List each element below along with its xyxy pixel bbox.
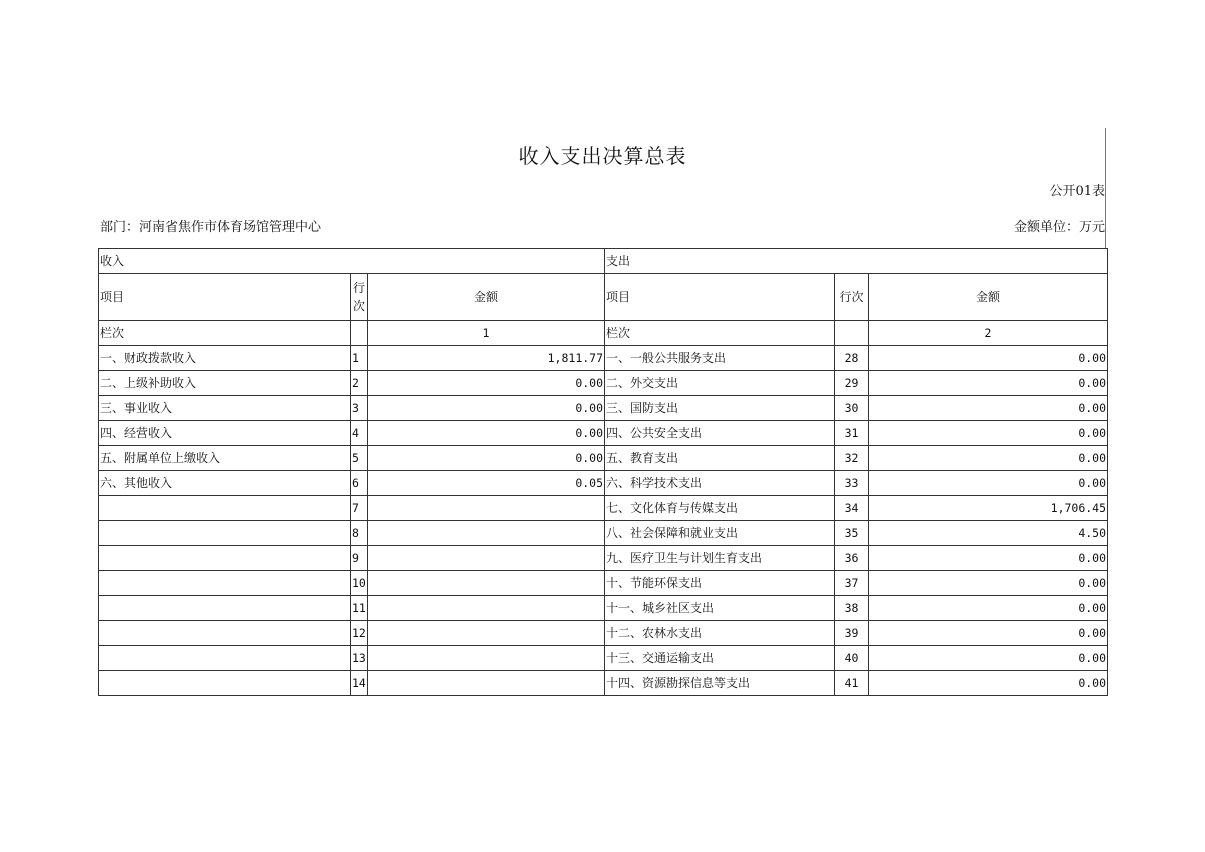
income-line-cell: 3 bbox=[351, 396, 368, 421]
income-amount-cell bbox=[368, 621, 605, 646]
expense-line-cell: 30 bbox=[835, 396, 869, 421]
income-index-number: 1 bbox=[368, 321, 605, 346]
income-amount-cell bbox=[368, 596, 605, 621]
expense-amount-cell: 0.00 bbox=[869, 596, 1108, 621]
expense-index-number: 2 bbox=[869, 321, 1108, 346]
income-item-cell: 六、其他收入 bbox=[99, 471, 351, 496]
table-row bbox=[99, 396, 1108, 421]
expense-amount-cell: 0.00 bbox=[869, 546, 1108, 571]
department-label: 部门：河南省焦作市体育场馆管理中心 bbox=[100, 220, 322, 235]
income-line-cell: 6 bbox=[351, 471, 368, 496]
page-title: 收入支出决算总表 bbox=[518, 144, 687, 168]
expense-item-cell: 三、国防支出 bbox=[605, 396, 835, 421]
expense-item-cell: 九、医疗卫生与计划生育支出 bbox=[605, 546, 835, 571]
income-item-cell: 二、上级补助收入 bbox=[99, 371, 351, 396]
expense-amount-cell: 0.00 bbox=[869, 346, 1108, 371]
income-line-cell: 12 bbox=[351, 621, 368, 646]
expense-line-cell: 29 bbox=[835, 371, 869, 396]
expense-amount-cell: 0.00 bbox=[869, 471, 1108, 496]
expense-item-cell: 二、外交支出 bbox=[605, 371, 835, 396]
income-item-cell: 四、经营收入 bbox=[99, 421, 351, 446]
income-amount-cell: 0.00 bbox=[368, 396, 605, 421]
income-item-cell: 五、附属单位上缴收入 bbox=[99, 446, 351, 471]
income-item-cell bbox=[99, 546, 351, 571]
table-row bbox=[99, 421, 1108, 446]
income-amount-header: 金额 bbox=[368, 274, 605, 321]
expense-line-cell: 32 bbox=[835, 446, 869, 471]
table-row bbox=[99, 596, 1108, 621]
income-section-header: 收入 bbox=[99, 249, 605, 274]
income-amount-cell: 0.00 bbox=[368, 446, 605, 471]
section-header-row bbox=[99, 249, 1108, 274]
income-item-cell bbox=[99, 646, 351, 671]
income-amount-cell bbox=[368, 496, 605, 521]
income-amount-cell: 0.05 bbox=[368, 471, 605, 496]
income-item-cell: 三、事业收入 bbox=[99, 396, 351, 421]
expense-section-header: 支出 bbox=[605, 249, 1108, 274]
expense-amount-cell: 1,706.45 bbox=[869, 496, 1108, 521]
expense-amount-cell: 0.00 bbox=[869, 371, 1108, 396]
income-line-cell: 10 bbox=[351, 571, 368, 596]
income-line-cell: 2 bbox=[351, 371, 368, 396]
expense-item-cell: 十四、资源勘探信息等支出 bbox=[605, 671, 835, 696]
income-line-cell: 9 bbox=[351, 546, 368, 571]
table-row bbox=[99, 371, 1108, 396]
income-amount-cell: 1,811.77 bbox=[368, 346, 605, 371]
income-line-cell: 4 bbox=[351, 421, 368, 446]
income-expense-table bbox=[98, 248, 1108, 696]
income-item-cell: 一、财政拨款收入 bbox=[99, 346, 351, 371]
table-row bbox=[99, 346, 1108, 371]
expense-item-cell: 八、社会保障和就业支出 bbox=[605, 521, 835, 546]
amount-unit-label: 金额单位：万元 bbox=[1013, 220, 1105, 235]
expense-line-header: 行次 bbox=[835, 274, 869, 321]
expense-item-cell: 六、科学技术支出 bbox=[605, 471, 835, 496]
income-line-header: 行次 bbox=[351, 274, 368, 321]
income-line-cell: 7 bbox=[351, 496, 368, 521]
income-amount-cell bbox=[368, 571, 605, 596]
income-line-cell: 11 bbox=[351, 596, 368, 621]
expense-index-label: 栏次 bbox=[605, 321, 835, 346]
expense-line-cell: 33 bbox=[835, 471, 869, 496]
table-row bbox=[99, 621, 1108, 646]
income-item-cell bbox=[99, 671, 351, 696]
column-header-row bbox=[99, 274, 1108, 321]
income-amount-cell: 0.00 bbox=[368, 371, 605, 396]
expense-line-cell: 28 bbox=[835, 346, 869, 371]
expense-line-cell: 31 bbox=[835, 421, 869, 446]
income-amount-cell bbox=[368, 671, 605, 696]
income-item-cell bbox=[99, 596, 351, 621]
expense-item-cell: 十三、交通运输支出 bbox=[605, 646, 835, 671]
expense-line-cell: 38 bbox=[835, 596, 869, 621]
income-line-cell: 5 bbox=[351, 446, 368, 471]
expense-line-cell: 35 bbox=[835, 521, 869, 546]
expense-index-blank bbox=[835, 321, 869, 346]
expense-amount-cell: 0.00 bbox=[869, 446, 1108, 471]
income-line-cell: 13 bbox=[351, 646, 368, 671]
expense-line-cell: 39 bbox=[835, 621, 869, 646]
income-line-cell: 1 bbox=[351, 346, 368, 371]
expense-amount-cell: 0.00 bbox=[869, 421, 1108, 446]
expense-item-cell: 十一、城乡社区支出 bbox=[605, 596, 835, 621]
expense-item-cell: 五、教育支出 bbox=[605, 446, 835, 471]
expense-amount-cell: 0.00 bbox=[869, 396, 1108, 421]
expense-amount-header: 金额 bbox=[869, 274, 1108, 321]
expense-item-header: 项目 bbox=[605, 274, 835, 321]
table-row bbox=[99, 471, 1108, 496]
expense-line-cell: 36 bbox=[835, 546, 869, 571]
table-row bbox=[99, 571, 1108, 596]
income-line-cell: 14 bbox=[351, 671, 368, 696]
expense-line-cell: 40 bbox=[835, 646, 869, 671]
income-item-cell bbox=[99, 621, 351, 646]
expense-amount-cell: 0.00 bbox=[869, 646, 1108, 671]
table-row bbox=[99, 446, 1108, 471]
table-row bbox=[99, 646, 1108, 671]
table-row bbox=[99, 671, 1108, 696]
expense-amount-cell: 0.00 bbox=[869, 621, 1108, 646]
income-index-blank bbox=[351, 321, 368, 346]
table-row bbox=[99, 496, 1108, 521]
income-item-cell bbox=[99, 571, 351, 596]
expense-line-cell: 41 bbox=[835, 671, 869, 696]
expense-amount-cell: 4.50 bbox=[869, 521, 1108, 546]
income-amount-cell bbox=[368, 521, 605, 546]
form-number: 公开01表 bbox=[1049, 184, 1105, 199]
income-item-cell bbox=[99, 496, 351, 521]
income-index-label: 栏次 bbox=[99, 321, 351, 346]
table-row bbox=[99, 546, 1108, 571]
income-item-cell bbox=[99, 521, 351, 546]
income-amount-cell bbox=[368, 546, 605, 571]
expense-item-cell: 四、公共安全支出 bbox=[605, 421, 835, 446]
expense-item-cell: 一、一般公共服务支出 bbox=[605, 346, 835, 371]
expense-amount-cell: 0.00 bbox=[869, 571, 1108, 596]
expense-item-cell: 十、节能环保支出 bbox=[605, 571, 835, 596]
expense-line-cell: 37 bbox=[835, 571, 869, 596]
expense-line-cell: 34 bbox=[835, 496, 869, 521]
expense-amount-cell: 0.00 bbox=[869, 671, 1108, 696]
income-item-header: 项目 bbox=[99, 274, 351, 321]
income-amount-cell: 0.00 bbox=[368, 421, 605, 446]
income-amount-cell bbox=[368, 646, 605, 671]
column-index-row bbox=[99, 321, 1108, 346]
expense-item-cell: 七、文化体育与传媒支出 bbox=[605, 496, 835, 521]
income-line-cell: 8 bbox=[351, 521, 368, 546]
expense-item-cell: 十二、农林水支出 bbox=[605, 621, 835, 646]
table-row bbox=[99, 521, 1108, 546]
